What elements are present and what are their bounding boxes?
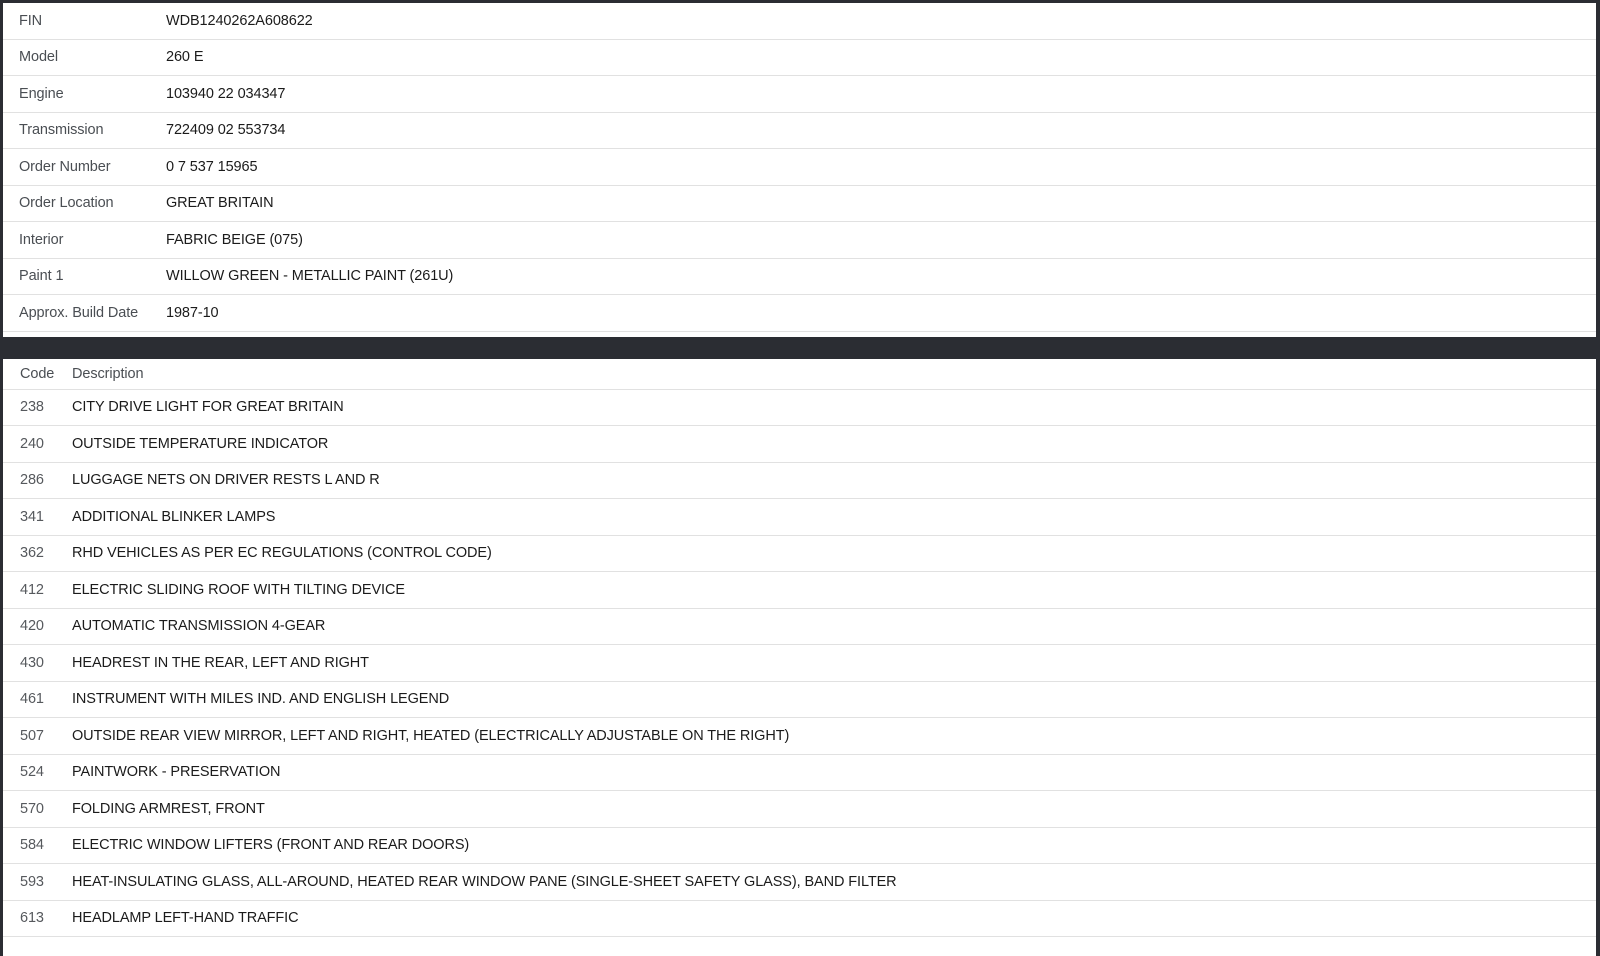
field-value: WDB1240262A608622 <box>166 12 313 29</box>
option-description: OUTSIDE TEMPERATURE INDICATOR <box>72 435 329 452</box>
option-description: AUTOMATIC TRANSMISSION 4-GEAR <box>72 618 326 635</box>
option-code-row <box>3 901 1596 938</box>
vehicle-info-row <box>3 295 1596 332</box>
vehicle-info-row <box>3 259 1596 296</box>
option-code: 238 <box>20 399 44 416</box>
option-description: OUTSIDE REAR VIEW MIRROR, LEFT AND RIGHT, HEATED (ELECTRICALLY ADJUSTABLE ON THE RIGHT) <box>72 727 790 744</box>
field-label: Interior <box>19 231 64 248</box>
option-code: 613 <box>20 910 44 927</box>
vehicle-info-row <box>3 3 1596 40</box>
option-code: 286 <box>20 472 44 489</box>
field-value: WILLOW GREEN - METALLIC PAINT (261U) <box>166 268 454 285</box>
field-value: FABRIC BEIGE (075) <box>166 231 303 248</box>
field-label: Transmission <box>19 122 104 139</box>
option-description: FOLDING ARMREST, FRONT <box>72 800 265 817</box>
option-code-row <box>3 755 1596 792</box>
option-description: LUGGAGE NETS ON DRIVER RESTS L AND R <box>72 472 380 489</box>
option-code-row <box>3 390 1596 427</box>
option-description: INSTRUMENT WITH MILES IND. AND ENGLISH LEGEND <box>72 691 450 708</box>
vehicle-info-table <box>3 3 1596 337</box>
option-code-row <box>3 463 1596 500</box>
field-label: Order Number <box>19 158 111 175</box>
option-code: 362 <box>20 545 44 562</box>
description-column-header: Description <box>72 365 144 382</box>
option-code-row <box>3 682 1596 719</box>
option-code-row <box>3 499 1596 536</box>
option-codes-table <box>3 359 1596 956</box>
option-code-row <box>3 828 1596 865</box>
option-code: 430 <box>20 654 44 671</box>
option-code: 524 <box>20 764 44 781</box>
option-code-row <box>3 609 1596 646</box>
option-description: HEAT-INSULATING GLASS, ALL-AROUND, HEATED REAR WINDOW PANE (SINGLE-SHEET SAFETY GLASS), BAND FILTER <box>72 873 897 890</box>
option-code-row <box>3 791 1596 828</box>
vehicle-info-row <box>3 40 1596 77</box>
option-code-row <box>3 536 1596 573</box>
field-value: 103940 22 034347 <box>166 85 286 102</box>
option-code: 507 <box>20 727 44 744</box>
option-code: 341 <box>20 508 44 525</box>
field-label: Model <box>19 49 58 66</box>
field-value: 1987-10 <box>166 304 219 321</box>
option-code-row <box>3 864 1596 901</box>
field-label: FIN <box>19 12 43 29</box>
field-value: 260 E <box>166 49 204 66</box>
code-column-header: Code <box>20 365 55 382</box>
field-value: 0 7 537 15965 <box>166 158 258 175</box>
option-description: RHD VEHICLES AS PER EC REGULATIONS (CONTROL CODE) <box>72 545 492 562</box>
option-description: HEADREST IN THE REAR, LEFT AND RIGHT <box>72 654 369 671</box>
option-description: ELECTRIC WINDOW LIFTERS (FRONT AND REAR DOORS) <box>72 837 470 854</box>
field-label: Approx. Build Date <box>19 304 139 321</box>
option-code: 240 <box>20 435 44 452</box>
options-table-header <box>3 359 1596 390</box>
option-description: ADDITIONAL BLINKER LAMPS <box>72 508 276 525</box>
option-description: CITY DRIVE LIGHT FOR GREAT BRITAIN <box>72 399 344 416</box>
option-code: 584 <box>20 837 44 854</box>
field-label: Engine <box>19 85 64 102</box>
field-label: Paint 1 <box>19 268 64 285</box>
field-value: GREAT BRITAIN <box>166 195 274 212</box>
option-code: 420 <box>20 618 44 635</box>
option-code: 461 <box>20 691 44 708</box>
field-label: Order Location <box>19 195 114 212</box>
vehicle-info-row <box>3 113 1596 150</box>
option-description: PAINTWORK - PRESERVATION <box>72 764 281 781</box>
option-description: ELECTRIC SLIDING ROOF WITH TILTING DEVICE <box>72 581 405 598</box>
field-value: 722409 02 553734 <box>166 122 286 139</box>
vehicle-info-row <box>3 76 1596 113</box>
option-code: 570 <box>20 800 44 817</box>
vehicle-info-row <box>3 149 1596 186</box>
option-code: 593 <box>20 873 44 890</box>
option-code-row <box>3 645 1596 682</box>
option-code-rows <box>3 390 1596 938</box>
option-description: HEADLAMP LEFT-HAND TRAFFIC <box>72 910 299 927</box>
option-code-row <box>3 426 1596 463</box>
option-code: 412 <box>20 581 44 598</box>
option-code-row <box>3 718 1596 755</box>
vehicle-info-row <box>3 222 1596 259</box>
option-code-row <box>3 572 1596 609</box>
vehicle-info-rows <box>3 3 1596 332</box>
vehicle-info-row <box>3 186 1596 223</box>
